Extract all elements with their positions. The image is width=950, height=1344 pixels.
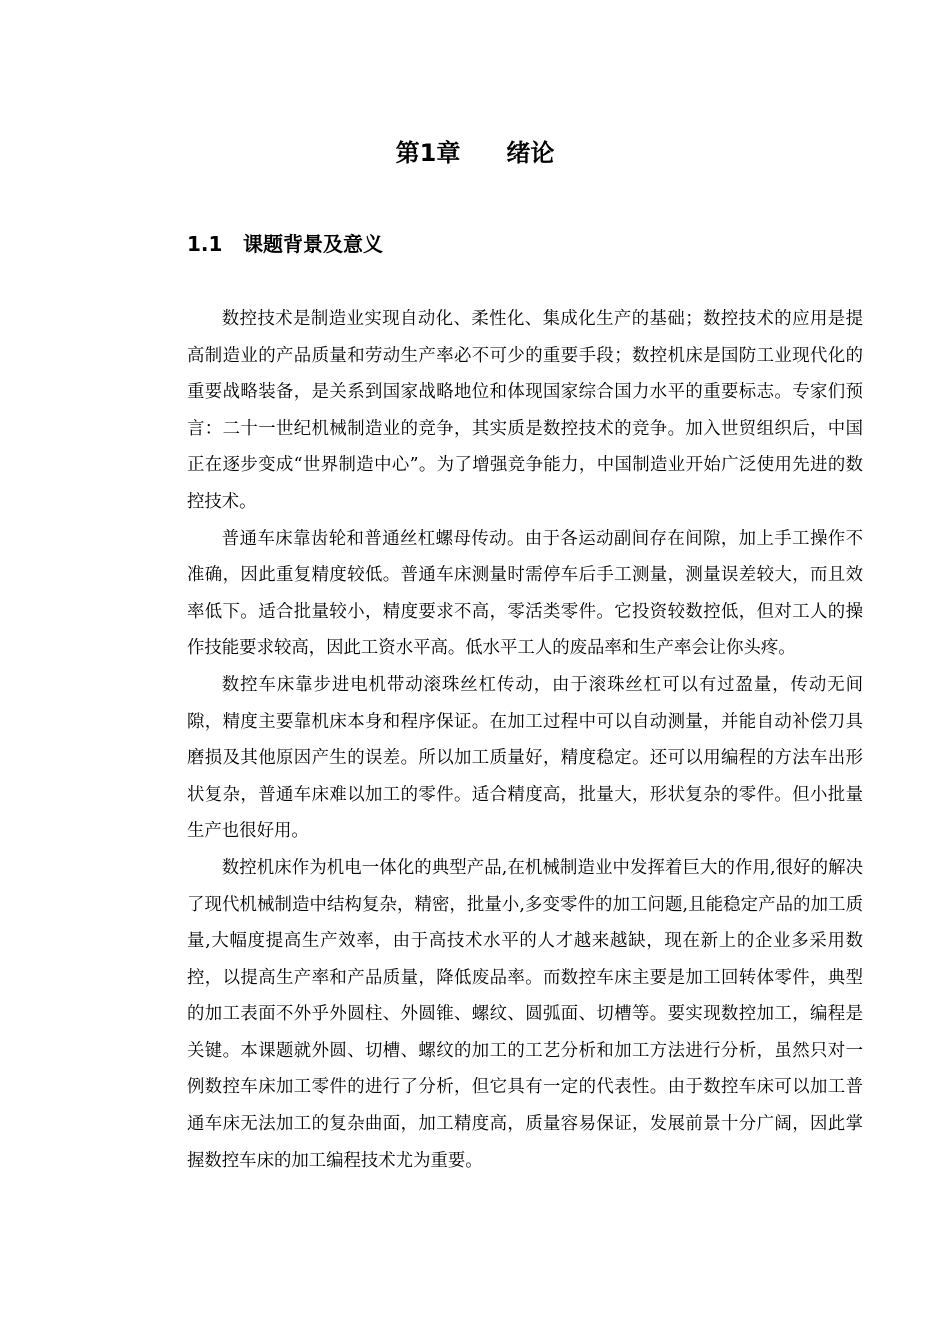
paragraph-2: 普通车床靠齿轮和普通丝杠螺母传动。由于各运动副间存在间隙，加上手工操作不准确，因此重复精度较低。普通车床测量时需停车后手工测量，测量误差较大，而且效率低下。适合批量较小，精度要求不高，零活类零件。它投资较数控低，但对工人的操作技能要求较高，因此工资水平高。低水平工人的废品率和生产率会让你头疼。 (187, 528, 863, 659)
chapter-name: 绪论 (506, 139, 555, 167)
chapter-number: 第1章 (395, 139, 461, 167)
paragraph-3: 数控车床靠步进电机带动滚珠丝杠传动，由于滚珠丝杠可以有过盈量，传动无间隙，精度主要靠机床本身和程序保证。在加工过程中可以自动测量，并能自动补偿刀具磨损及其他原因产生的误差。所以加工质量好，精度稳定。还可以用编程的方法车出形状复杂，普通车床难以加工的零件。适合精度高，批量大，形状复杂的零件。但小批量生产也很好用。 (187, 674, 863, 842)
paragraph-1: 数控技术是制造业实现自动化、柔性化、集成化生产的基础；数控技术的应用是提高制造业的产品质量和劳动生产率必不可少的重要手段；数控机床是国防工业现代化的重要战略装备，是关系到国家战略地位和体现国家综合国力水平的重要标志。专家们预言：二十一世纪机械制造业的竞争，其实质是数控技术的竞争。加入世贸组织后，中国正在逐步变成“世界制造中心”。为了增强竞争能力，中国制造业开始广泛使用先进的数控技术。 (187, 309, 863, 512)
section-heading (187, 230, 383, 258)
paragraph-4: 数控机床作为机电一体化的典型产品,在机械制造业中发挥着巨大的作用,很好的解决了现代机械制造中结构复杂，精密，批量小,多变零件的加工问题,且能稳定产品的加工质量,大幅度提高生产效率，由于高技术水平的人才越来越缺，现在新上的企业多采用数控，以提高生产率和产品质量，降低废品率。而数控车床主要是加工回转体零件，典型的加工表面不外乎外圆柱、外圆锥、螺纹、圆弧面、切槽等。要实现数控加工，编程是关键。本课题就外圆、切槽、螺纹的加工的工艺分析和加工方法进行分析，虽然只对一例数控车床加工零件的进行了分析，但它具有一定的代表性。由于数控车床可以加工普通车床无法加工的复杂曲面，加工精度高，质量容易保证，发展前景十分广阔，因此掌握数控车床的加工编程技术尤为重要。 (187, 857, 863, 1171)
chapter-title (0, 136, 950, 170)
section-number: 1.1 (187, 232, 223, 256)
section-name: 课题背景及意义 (243, 232, 383, 256)
body-text (187, 301, 863, 1179)
